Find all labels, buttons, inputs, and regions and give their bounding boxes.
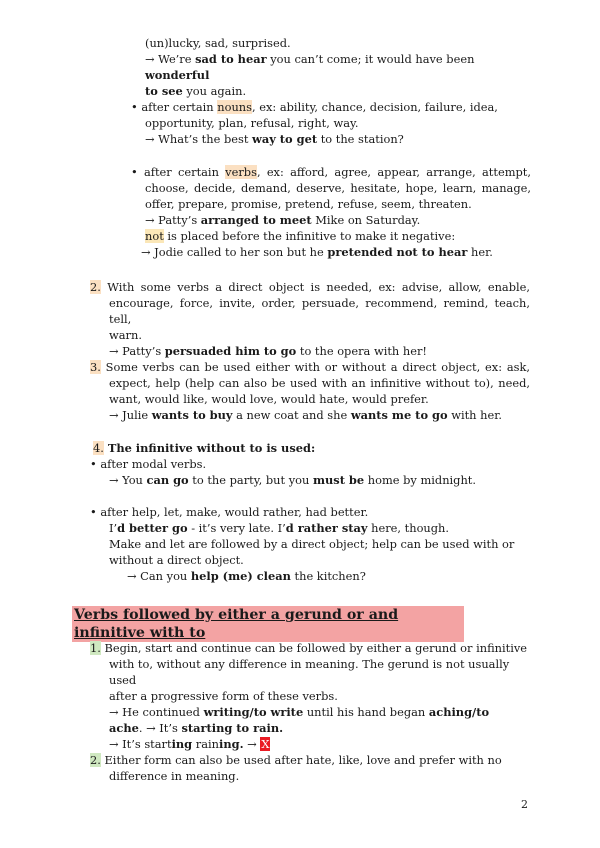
example-wants-to-buy: → Julie wants to buy a new coat and she wants me to go with her. — [109, 408, 503, 422]
bullet-icon: • — [131, 165, 138, 179]
wrong-mark-icon: X — [261, 737, 270, 751]
adjectives-continuation — [145, 35, 535, 99]
example-help-clean: → Can you help (me) clean the kitchen? — [127, 569, 366, 583]
nouns-bullet: • after certain nouns, ex: ability, chance, decision, failure, idea, opportunity, plan, refusal, right, way. → What’s the best way to get to the station? — [131, 99, 531, 147]
example-sad-to-hear: → We’re sad to hear you can’t come; it would have been wonderful — [145, 52, 475, 82]
example-pretended-not-to-hear: → Jodie called to her son but he pretended not to hear her. — [141, 245, 493, 259]
item-4: 4. The infinitive without to is used: • after modal verbs. → You can go to the party, but you must be home by midnight. • after help, let, make, would rather, had better. I’d better go - it’s very late. I’d rather stay here, though. Make and let are followed by a direct object; help can be used with or without a direct object. → Can you help (me) clean the kitchen? — [90, 440, 530, 584]
section-heading: Verbs followed by either a gerund or and infinitive with to — [72, 606, 464, 642]
example-way-to-get: → What’s the best way to get to the station? — [145, 132, 404, 146]
page-number: 2 — [521, 798, 528, 811]
item-number: 4. — [93, 441, 104, 455]
negative-note: not is placed before the infinitive to make it negative: — [145, 229, 456, 243]
item-2: 2. With some verbs a direct object is needed, ex: advise, allow, enable, encourage, force, invite, order, persuade, recommend, remind, teach, tell, warn. → Patty’s persuaded him to go to the opera with her! — [90, 280, 530, 358]
item-number: 1. — [90, 641, 101, 655]
bullet-icon: • — [131, 100, 138, 114]
example-persuaded: → Patty’s persuaded him to go to the opera with her! — [109, 344, 427, 358]
item-3: 3. Some verbs can be used either with or without a direct object, ex: ask, expect, help (help can also be used with an infinitive without to), need, want, would like, would love, would hate, would prefer. → Julie wants to buy a new coat and she wants me to go with her. — [90, 360, 530, 422]
verbs-bullet: • after certain verbs, ex: afford, agree, appear, arrange, attempt, choose, decide, demand, deserve, hesitate, hope, learn, manage, offer, prepare, promise, pretend, refuse, seem, threaten. → Patty’s arranged to meet Mike on Saturday. not is placed before the infinitive to make it negative: → Jodie called to her son but he pretended not to hear her. — [131, 165, 531, 259]
example-starting-raining-wrong: → It’s starting raining. → X — [109, 737, 270, 751]
keyword-nouns: nouns — [217, 100, 252, 114]
gerund-item-2: 2. Either form can also be used after hate, like, love and prefer with no difference in meaning. — [90, 753, 502, 783]
example-continued-writing: → He continued writing/to write until his hand began aching/to — [109, 705, 490, 719]
gerund-item-1: 1. Begin, start and continue can be followed by either a gerund or infinitive with to, without any difference in meaning. The gerund is not usually used after a progressive form of these verbs. → He continued writing/to write until his hand began aching/to ache. → It’s starting to rain. → It’s starting raining. → X — [90, 640, 530, 752]
item-number: 2. — [90, 280, 101, 294]
adjectives-line: (un)lucky, sad, surprised. — [145, 36, 291, 50]
example-can-go: → You can go to the party, but you must be home by midnight. — [109, 473, 477, 487]
item-number: 3. — [90, 360, 101, 374]
example-better-go: I’d better go - it’s very late. I’d rather stay here, though. — [109, 521, 450, 535]
example-starting-to-rain: ache. → It’s starting to rain. — [109, 721, 284, 735]
example-sad-to-hear-cont: to see you again. — [145, 84, 247, 98]
item-number: 2. — [90, 753, 101, 767]
item-4-title: The infinitive without to is used: — [103, 441, 316, 455]
keyword-verbs: verbs — [225, 165, 257, 179]
example-arranged-to-meet: → Patty’s arranged to meet Mike on Saturday. — [145, 213, 421, 227]
